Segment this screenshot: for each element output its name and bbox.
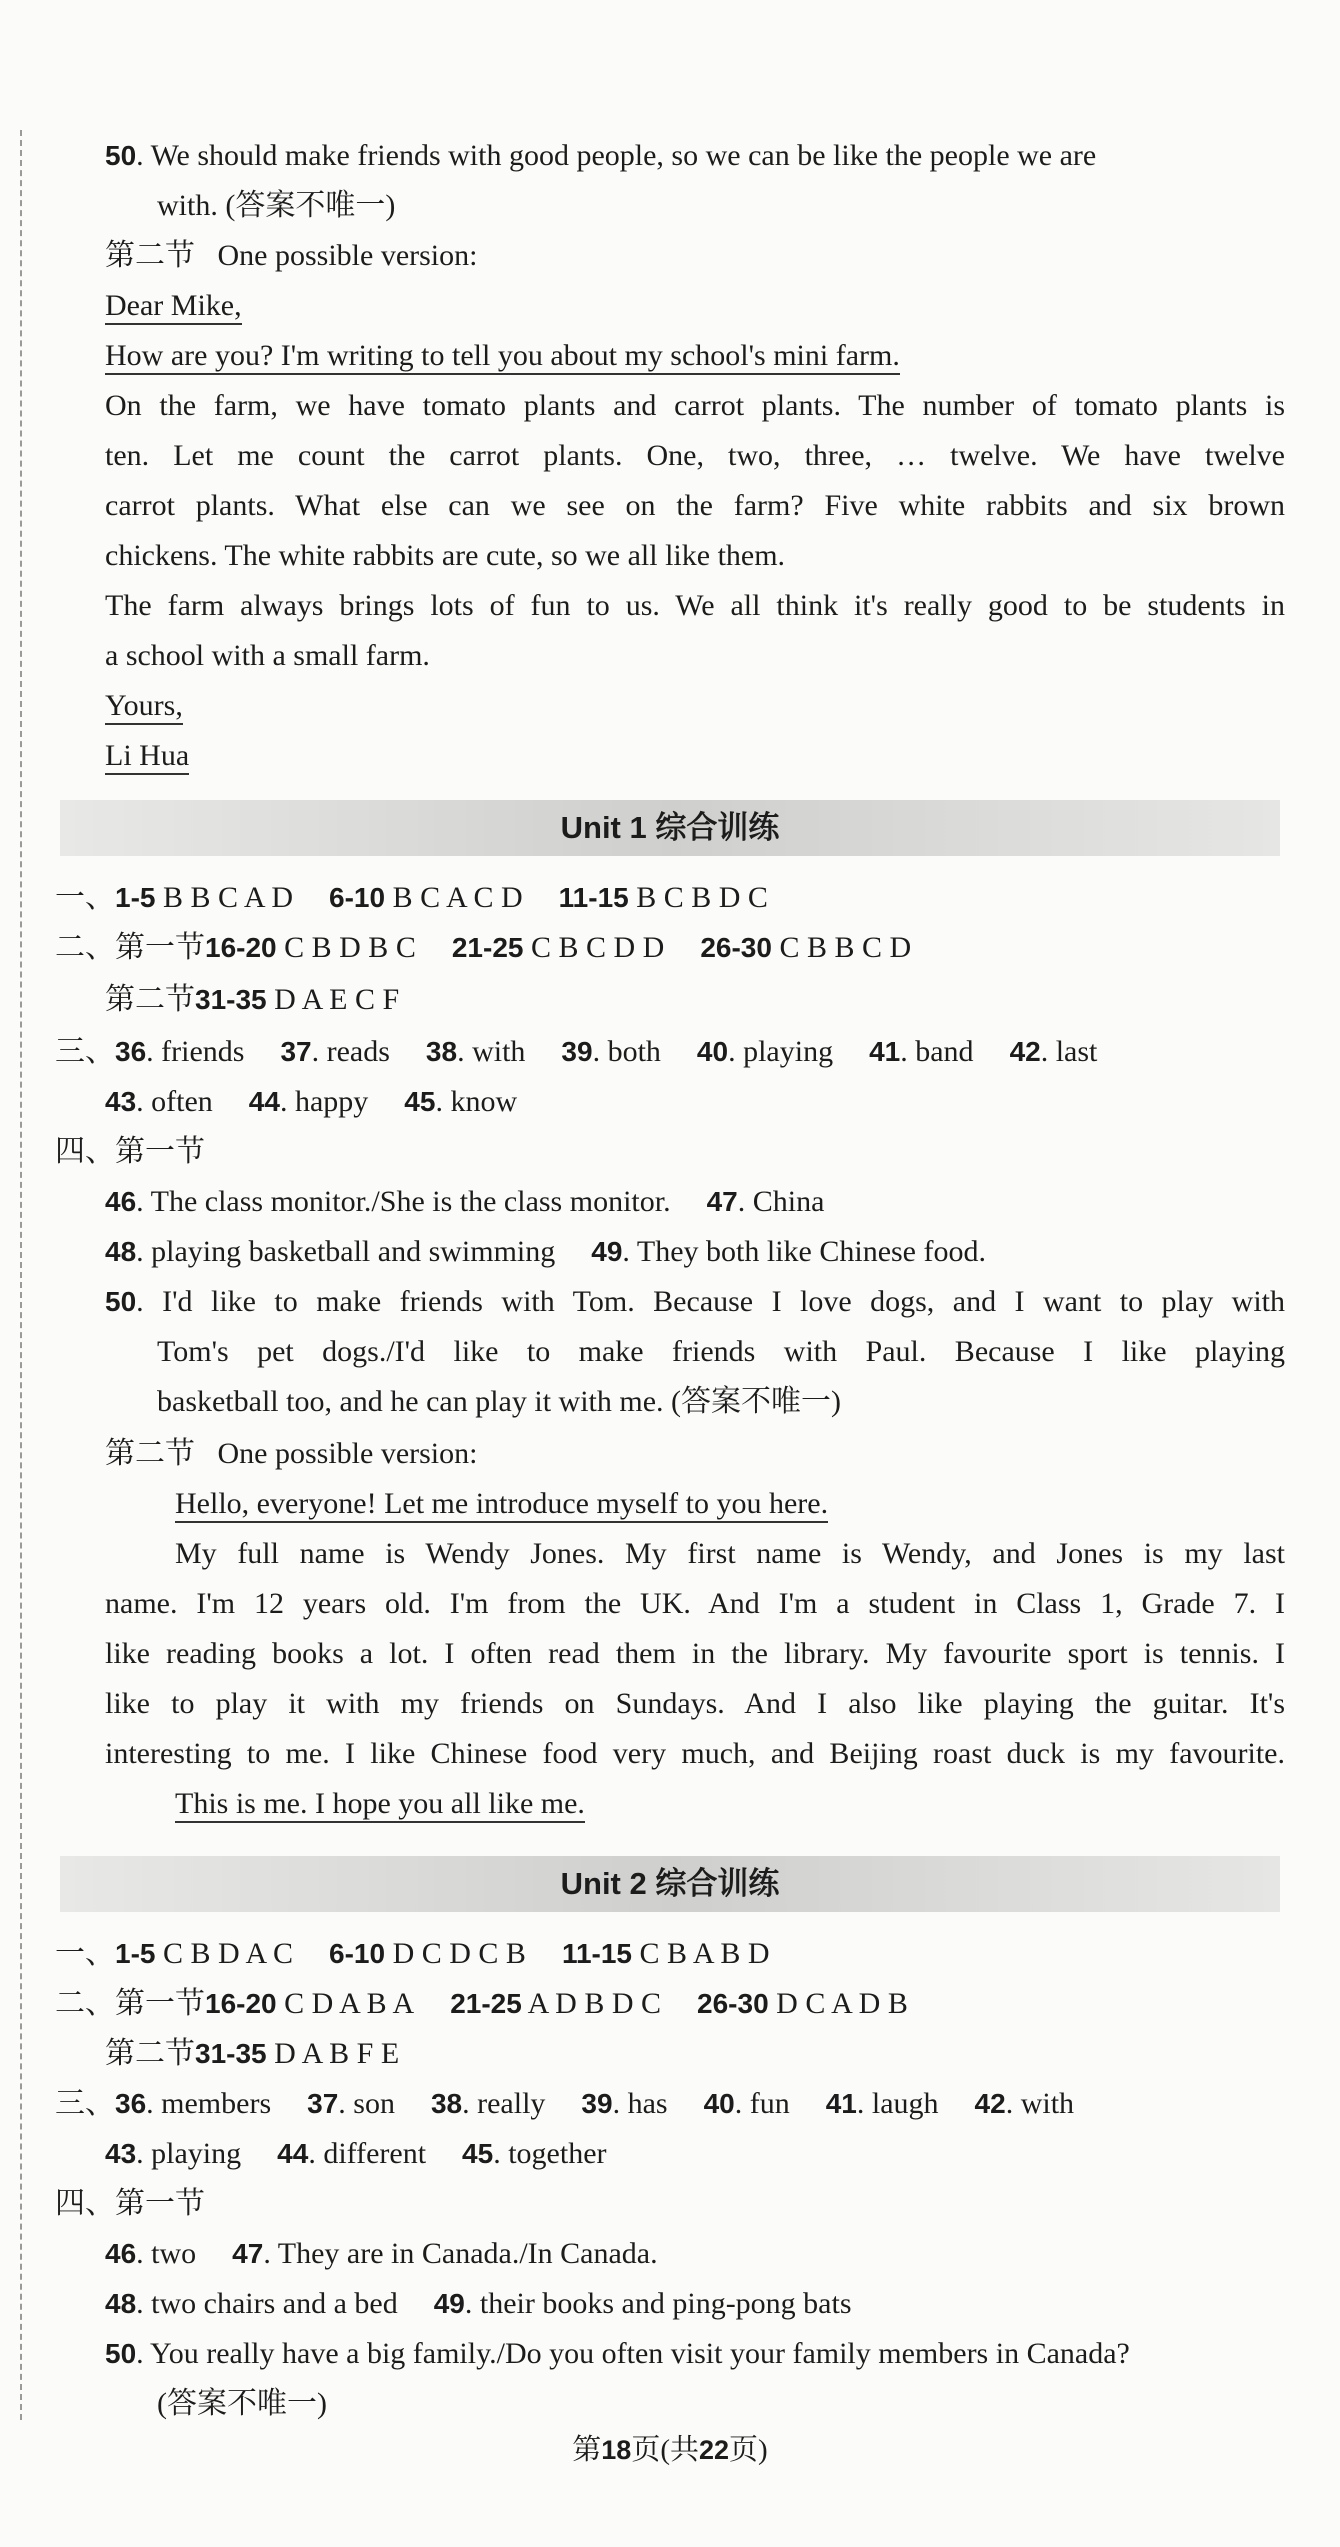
answer-number: 38 [430, 2088, 463, 2119]
answer-item: 42. with [974, 2087, 1075, 2120]
answer-text: C D A B A [284, 1987, 415, 2020]
answer-item [115, 1934, 293, 1974]
unit2-title-banner: Unit 2 综合训练 [60, 1856, 1280, 1912]
answer-item [195, 2034, 399, 2074]
answer-group [105, 1235, 986, 1268]
unit1-essay-closing [175, 1784, 585, 1824]
answer-text: together [508, 2137, 607, 2170]
section-text: One possible version: [217, 239, 478, 272]
answer-text: band [915, 1035, 974, 1068]
q50-text: I'd like to make friends with Tom. Because I love dogs, and I want to play with [162, 1285, 1285, 1318]
answer-number: 31-35 [195, 984, 267, 1015]
answer-item [562, 1934, 770, 1974]
letter-salutation-text: Dear Mike, [105, 289, 242, 325]
unit2-row-section2 [105, 2034, 399, 2074]
unit1-title-banner: Unit 1 综合训练 [60, 800, 1280, 856]
answer-text: playing basketball and swimming [151, 1235, 556, 1268]
answer-number: 26-30 [697, 1988, 769, 2019]
answer-item: 45. know [404, 1085, 518, 1118]
unit1-row-section2 [105, 980, 399, 1020]
answer-number: 16-20 [205, 932, 277, 963]
unit2-row-cloze [55, 1984, 908, 2024]
section-label: 第二节 [105, 1437, 195, 1470]
answer-text: happy [294, 1085, 369, 1118]
answer-item [559, 878, 768, 918]
answer-number: 36 [115, 2088, 147, 2119]
answer-number: 37 [307, 2088, 339, 2119]
answer-item [205, 1984, 414, 2024]
q50-text: You really have a big family./Do you often visit your family members in Canada? [150, 2337, 1130, 2370]
answer-text: playing [151, 2137, 242, 2170]
answer-text: They are in Canada./In Canada. [277, 2237, 658, 2270]
unit2-row-q46-47 [105, 2234, 658, 2274]
letter-salutation [105, 286, 242, 326]
answer-number: 44 [277, 2138, 309, 2169]
answer-text: C B D A C [162, 1937, 294, 1970]
answer-text: D C D C B [392, 1937, 526, 1970]
answer-number: 43 [105, 1086, 137, 1117]
letter-paragraph1-line1: On the farm, we have tomato plants and carrot plants. The number of tomato plants is [105, 389, 1285, 422]
answer-item: 40. fun [703, 2087, 790, 2120]
row-prefix: 一、 [55, 1937, 115, 1970]
unit1-row-blanks1 [55, 1032, 1097, 1072]
answer-item: 47. China [706, 1185, 825, 1218]
q50-top-text: We should make friends with good people, so we can be like the people we are [150, 139, 1097, 172]
answer-item: 48. two chairs and a bed [105, 2287, 398, 2320]
answer-group [105, 1085, 517, 1118]
row-prefix: 二、第一节 [55, 931, 205, 964]
answer-text: A D B D C [527, 1987, 662, 2020]
answer-group [115, 881, 768, 914]
answer-item [329, 1934, 526, 1974]
letter-paragraph1-line2: ten. Let me count the carrot plants. One, two, three, … twelve. We have twelve [105, 439, 1285, 472]
answer-number: 49 [591, 1236, 623, 1267]
answer-item [329, 878, 523, 918]
answer-group [195, 983, 399, 1016]
answer-text: really [477, 2087, 546, 2120]
answer-group [115, 1937, 770, 1970]
answer-item: 43. often [105, 1085, 213, 1118]
answer-item: 39. has [581, 2087, 668, 2120]
letter-closing [105, 686, 183, 726]
letter-opening [105, 336, 900, 376]
answer-text: friends [161, 1035, 245, 1068]
answer-text: has [627, 2087, 668, 2120]
answer-item: 40. playing [696, 1035, 834, 1068]
answer-text: D C A D B [776, 1987, 908, 2020]
answer-number: 42 [974, 2088, 1006, 2119]
footer-prefix: 第 [572, 2434, 602, 2466]
answer-number: 49 [433, 2288, 465, 2319]
unit1-row-q46-47 [105, 1182, 824, 1222]
answer-item [450, 1984, 661, 2024]
answer-group [105, 2237, 658, 2270]
answer-number: 42 [1009, 1036, 1041, 1067]
unit1-essay-line5: interesting to me. I like Chinese food very much, and Beijing roast duck is my favourite. [105, 1737, 1285, 1770]
unit1-row-cloze [55, 928, 911, 968]
answer-number: 43 [105, 2138, 137, 2169]
margin-dashed-line [20, 130, 22, 2420]
answer-text: last [1055, 1035, 1098, 1068]
answer-text: C B A B D [639, 1937, 770, 1970]
q50-number: 50 [105, 2338, 137, 2369]
answer-number: 11-15 [558, 882, 629, 913]
unit1-essay-line1: My full name is Wendy Jones. My first name is Wendy, and Jones is my last [175, 1537, 1285, 1570]
answer-group [115, 2087, 1074, 2120]
writing-section-heading [105, 236, 477, 276]
answer-number: 41 [825, 2088, 857, 2119]
answer-text: with [1020, 2087, 1075, 2120]
answer-number: 48 [105, 2288, 137, 2319]
answer-number: 11-15 [561, 1938, 633, 1969]
q50-number: 50 [105, 1286, 137, 1317]
answer-group [205, 1987, 908, 2020]
answer-group [105, 1185, 824, 1218]
row-prefix: 三、 [55, 1035, 115, 1068]
unit1-q50-line1: 50. I'd like to make friends with Tom. Because I love dogs, and I want to play with [105, 1285, 1285, 1318]
answer-number: 39 [561, 1036, 593, 1067]
unit2-row-blanks1 [55, 2084, 1074, 2124]
unit2-row-blanks2 [105, 2134, 607, 2174]
answer-item [452, 928, 664, 968]
answer-text: know [450, 1085, 518, 1118]
answer-text: C B C D D [530, 931, 665, 964]
answer-item: 47. They are in Canada./In Canada. [232, 2237, 658, 2270]
answer-number: 46 [105, 1186, 137, 1217]
row-prefix: 三、 [55, 2087, 115, 2120]
answer-number: 40 [696, 1036, 729, 1067]
unit1-writing-heading [105, 1434, 477, 1474]
answer-text: D A E C F [274, 983, 400, 1016]
answer-text: China [752, 1185, 825, 1218]
answer-text: members [161, 2087, 272, 2120]
answer-item: 49. their books and ping-pong bats [433, 2287, 852, 2320]
answer-item: 37. son [307, 2087, 395, 2120]
answer-item: 39. both [561, 1035, 661, 1068]
q50-top-line1: 50. We should make friends with good people, so we can be like the people we are [105, 139, 1097, 172]
answer-item: 41. band [869, 1035, 974, 1068]
answer-item [697, 1984, 908, 2024]
answer-item [205, 928, 416, 968]
answer-item: 45. together [462, 2137, 607, 2170]
unit2-q50-line2: (答案不唯一) [157, 2387, 327, 2420]
answer-number: 45 [404, 1086, 436, 1117]
footer-page-number: 18 [601, 2435, 632, 2465]
unit1-row-q48-49 [105, 1232, 986, 1272]
letter-paragraph2-line2: a school with a small farm. [105, 639, 430, 672]
answer-text: two chairs and a bed [151, 2287, 398, 2320]
unit1-essay-line2: name. I'm 12 years old. I'm from the UK. And I'm a student in Class 1, Grade 7. I [105, 1587, 1285, 1620]
answer-text: The class monitor./She is the class monitor. [150, 1185, 671, 1218]
letter-paragraph1-line3: carrot plants. What else can we see on the farm? Five white rabbits and six brown [105, 489, 1285, 522]
answer-number: 1-5 [115, 1938, 156, 1969]
answer-number: 39 [581, 2088, 613, 2119]
answer-item: 36. members [115, 2087, 272, 2120]
answer-number: 38 [425, 1036, 458, 1067]
page-footer [0, 2430, 1340, 2470]
answer-number: 37 [280, 1036, 312, 1067]
answer-number: 46 [105, 2238, 137, 2269]
answer-text: B C A C D [392, 881, 523, 914]
answer-item [700, 928, 911, 968]
answer-number: 47 [706, 1186, 738, 1217]
answer-number: 47 [232, 2238, 264, 2269]
answer-number: 6-10 [329, 882, 386, 913]
answer-item: 41. laugh [825, 2087, 939, 2120]
unit1-essay-opening [175, 1484, 828, 1524]
answer-text: their books and ping-pong bats [479, 2287, 852, 2320]
answer-number: 1-5 [115, 882, 156, 913]
unit2-row-q48-49 [105, 2284, 852, 2324]
unit1-essay-line3: like reading books a lot. I often read them in the library. My favourite sport is tennis. I [105, 1637, 1285, 1670]
answer-number: 6-10 [329, 1938, 386, 1969]
unit2-row-part4: 四、第一节 [55, 2187, 205, 2220]
answer-item: 46. two [105, 2237, 197, 2270]
answer-number: 45 [462, 2138, 494, 2169]
letter-paragraph2-line1: The farm always brings lots of fun to us. We all think it's really good to be students in [105, 589, 1285, 622]
unit1-row-part4: 四、第一节 [55, 1135, 205, 1168]
essay-closing-text: This is me. I hope you all like me. [175, 1787, 585, 1823]
letter-signature-text: Li Hua [105, 739, 189, 775]
answer-item: 43. playing [105, 2137, 242, 2170]
essay-opening-text: Hello, everyone! Let me introduce myself to you here. [175, 1487, 828, 1523]
answer-group [195, 2037, 399, 2070]
answer-text: C B D B C [284, 931, 416, 964]
answer-text: often [151, 1085, 213, 1118]
answer-group [115, 1035, 1097, 1068]
answer-number: 41 [869, 1036, 901, 1067]
unit1-essay-line4: like to play it with my friends on Sundays. And I also like playing the guitar. It's [105, 1687, 1285, 1720]
letter-signature [105, 736, 189, 776]
answer-text: son [353, 2087, 395, 2120]
answer-group [105, 2137, 607, 2170]
answer-text: fun [749, 2087, 790, 2120]
answer-text: playing [743, 1035, 834, 1068]
row-prefix: 二、第一节 [55, 1987, 205, 2020]
q50-top-line2: with. (答案不唯一) [157, 189, 396, 222]
q50-top-number: 50 [105, 140, 137, 171]
answer-item: 37. reads [280, 1035, 390, 1068]
answer-number: 40 [703, 2088, 735, 2119]
answer-number: 16-20 [205, 1988, 277, 2019]
answer-item: 42. last [1009, 1035, 1098, 1068]
letter-opening-text: How are you? I'm writing to tell you about my school's mini farm. [105, 339, 900, 375]
row-prefix: 第二节 [105, 2037, 195, 2070]
answer-text: reads [326, 1035, 390, 1068]
answer-text: B C B D C [636, 881, 768, 914]
answer-number: 21-25 [451, 932, 524, 963]
answer-text: two [151, 2237, 197, 2270]
answer-text: They both like Chinese food. [636, 1235, 986, 1268]
footer-middle: 页(共 [631, 2434, 699, 2466]
answer-item: 36. friends [115, 1035, 245, 1068]
letter-closing-text: Yours, [105, 689, 183, 725]
answer-item: 48. playing basketball and swimming [105, 1235, 556, 1268]
answer-text: both [607, 1035, 661, 1068]
answer-number: 21-25 [450, 1988, 522, 2019]
answer-number: 26-30 [700, 932, 772, 963]
unit2-row-choices [55, 1934, 770, 1974]
answer-item: 44. different [277, 2137, 427, 2170]
answer-number: 31-35 [195, 2038, 267, 2069]
answer-number: 44 [248, 1086, 280, 1117]
unit2-q50-line1: 50. You really have a big family./Do you often visit your family members in Canada? [105, 2337, 1130, 2370]
answer-text: D A B F E [274, 2037, 400, 2070]
section-text: One possible version: [217, 1437, 478, 1470]
unit1-row-blanks2 [105, 1082, 517, 1122]
row-prefix: 第二节 [105, 983, 195, 1016]
answer-item: 46. The class monitor./She is the class monitor. [105, 1185, 671, 1218]
answer-group [205, 931, 911, 964]
answer-item: 49. They both like Chinese food. [591, 1235, 986, 1268]
unit1-row-choices [55, 878, 768, 918]
answer-item [195, 980, 399, 1020]
answer-item [115, 878, 293, 918]
answer-number: 36 [115, 1036, 147, 1067]
letter-paragraph1-line4: chickens. The white rabbits are cute, so we all like them. [105, 539, 786, 572]
footer-total-pages: 22 [699, 2435, 730, 2465]
answer-text: laugh [871, 2087, 939, 2120]
answer-text: C B B C D [779, 931, 912, 964]
answer-item: 44. happy [248, 1085, 369, 1118]
answer-text: different [323, 2137, 427, 2170]
row-prefix: 一、 [55, 881, 115, 914]
answer-group [105, 2287, 852, 2320]
answer-text: B B C A D [162, 881, 294, 914]
section-label: 第二节 [105, 239, 195, 272]
unit1-q50-line2: Tom's pet dogs./I'd like to make friends with Paul. Because I like playing [157, 1335, 1285, 1368]
footer-suffix: 页) [729, 2434, 768, 2466]
unit1-q50-line3: basketball too, and he can play it with me. (答案不唯一) [157, 1385, 842, 1418]
answer-item: 38. with [425, 1035, 526, 1068]
answer-text: with [472, 1035, 526, 1068]
answer-number: 48 [105, 1236, 137, 1267]
answer-item: 38. really [430, 2087, 546, 2120]
